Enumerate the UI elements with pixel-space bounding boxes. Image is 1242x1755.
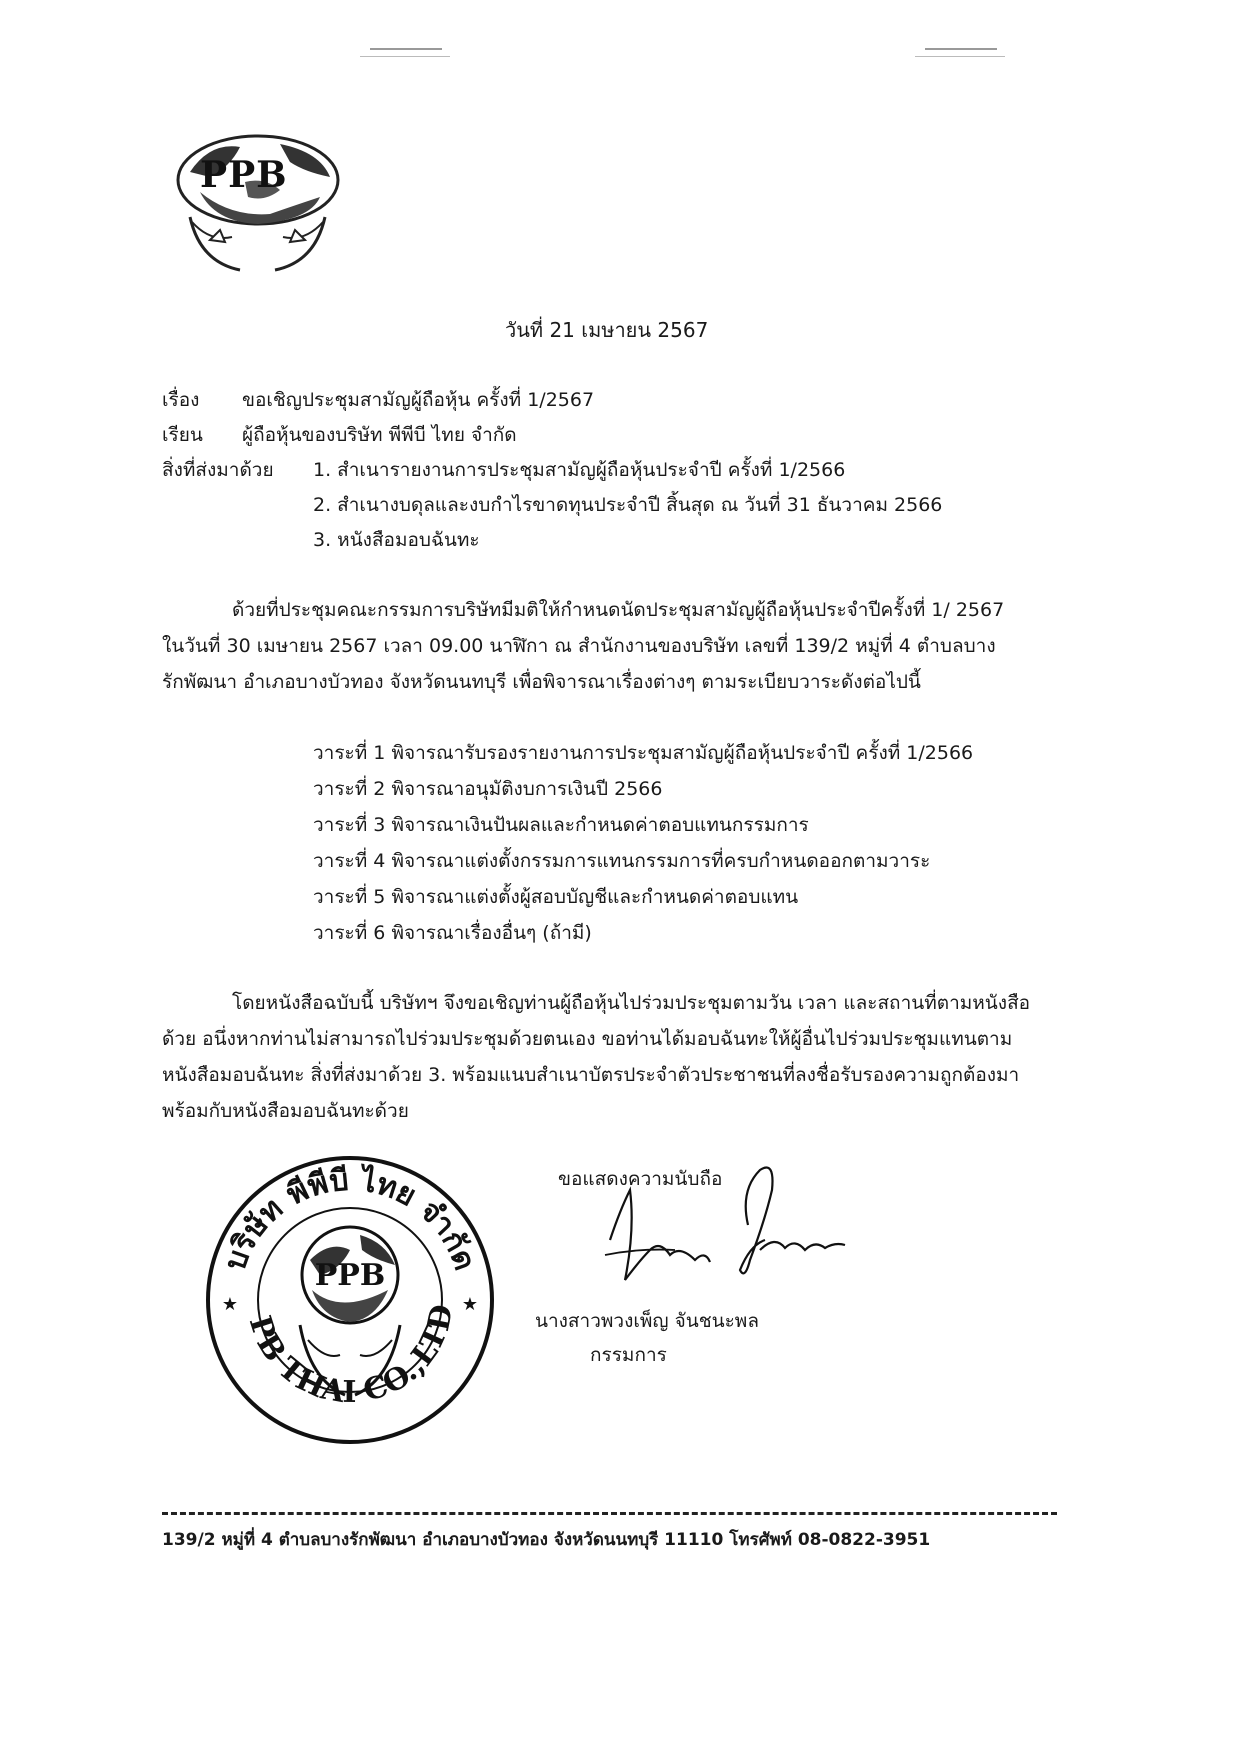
company-seal: [200, 1150, 500, 1455]
logo-text: PPB: [200, 154, 288, 196]
company-logo: [170, 122, 345, 277]
subject-value: ขอเชิญประชุมสามัญผู้ถือหุ้น ครั้งที่ 1/2567: [242, 389, 595, 411]
seal-center-text: PPB: [314, 1258, 386, 1293]
agenda-item: วาระที่ 5 พิจารณาแต่งตั้งผู้สอบบัญชีและกำหนดค่าตอบแทน: [313, 886, 799, 908]
logo-globe-hands-icon: [170, 122, 345, 272]
paragraph-line: ในวันที่ 30 เมษายน 2567 เวลา 09.00 นาฬิกา ณ สำนักงานของบริษัท เลขที่ 139/2 หมู่ที่ 4 ตำบลบาง: [162, 635, 996, 657]
paragraph-line: ด้วย อนึ่งหากท่านไม่สามารถไปร่วมประชุมด้วยตนเอง ขอท่านได้มอบฉันทะให้ผู้อื่นไปร่วมประชุมแทนตาม: [162, 1028, 1013, 1050]
footer-address: 139/2 หมู่ที่ 4 ตำบลบางรักพัฒนา อำเภอบางบัวทอง จังหวัดนนทบุรี 11110 โทรศัพท์ 08-0822-3951: [162, 1530, 931, 1550]
body-paragraph-1: [162, 592, 1057, 700]
scan-mark: [915, 56, 1005, 57]
recipient-label: เรียน: [162, 424, 203, 446]
scan-mark: [370, 48, 442, 50]
signer-title: กรรมการ: [590, 1344, 667, 1366]
attachment-item: 2. สำเนางบดุลและงบกำไรขาดทุนประจำปี สิ้นสุด ณ วันที่ 31 ธันวาคม 2566: [313, 494, 943, 516]
paragraph-line: ด้วยที่ประชุมคณะกรรมการบริษัทมีมติให้กำหนดนัดประชุมสามัญผู้ถือหุ้นประจำปีครั้งที่ 1/ 2567: [232, 599, 1005, 621]
signature-icon: [600, 1150, 860, 1300]
agenda-list: [313, 735, 973, 951]
attachment-item: 3. หนังสือมอบฉันทะ: [313, 529, 480, 551]
paragraph-line: รักพัฒนา อำเภอบางบัวทอง จังหวัดนนทบุรี เพื่อพิจารณาเรื่องต่างๆ ตามระเบียบวาระดังต่อไปนี้: [162, 671, 921, 693]
seal-top-text: บริษัท พีพีบี ไทย จำกัด: [217, 1162, 483, 1275]
signer-name: นางสาวพวงเพ็ญ จันชนะพล: [535, 1310, 759, 1332]
seal-bottom-text: PB THAI CO.,LTD: [241, 1302, 461, 1411]
agenda-item: วาระที่ 1 พิจารณารับรองรายงานการประชุมสามัญผู้ถือหุ้นประจำปี ครั้งที่ 1/2566: [313, 742, 974, 764]
signature-closing: ขอแสดงความนับถือ: [558, 1168, 723, 1190]
agenda-item: วาระที่ 2 พิจารณาอนุมัติงบการเงินปี 2566: [313, 778, 663, 800]
recipient-value: ผู้ถือหุ้นของบริษัท พีพีบี ไทย จำกัด: [242, 424, 517, 446]
footer-divider: [162, 1512, 1057, 1515]
handwritten-signature: [600, 1150, 860, 1305]
seal-star-icon: ★: [461, 1294, 479, 1315]
subject-label: เรื่อง: [162, 389, 200, 411]
scan-mark: [360, 56, 450, 57]
body-paragraph-2: [162, 985, 1057, 1129]
paragraph-line: หนังสือมอบฉันทะ สิ่งที่ส่งมาด้วย 3. พร้อมแนบสำเนาบัตรประจำตัวประชาชนที่ลงชื่อรับรองความถูกต้องมา: [162, 1064, 1020, 1086]
paragraph-line: โดยหนังสือฉบับนี้ บริษัทฯ จึงขอเชิญท่านผู้ถือหุ้นไปร่วมประชุมตามวัน เวลา และสถานที่ตามหนังสือ: [232, 992, 1031, 1014]
agenda-item: วาระที่ 6 พิจารณาเรื่องอื่นๆ (ถ้ามี): [313, 922, 592, 944]
attachment-item: 1. สำเนารายงานการประชุมสามัญผู้ถือหุ้นประจำปี ครั้งที่ 1/2566: [313, 459, 846, 481]
paragraph-line: พร้อมกับหนังสือมอบฉันทะด้วย: [162, 1100, 409, 1122]
agenda-item: วาระที่ 4 พิจารณาแต่งตั้งกรรมการแทนกรรมการที่ครบกำหนดออกตามวาระ: [313, 850, 931, 872]
attachments-label: สิ่งที่ส่งมาด้วย: [162, 459, 274, 481]
scan-mark: [925, 48, 997, 50]
agenda-item: วาระที่ 3 พิจารณาเงินปันผลและกำหนดค่าตอบแทนกรรมการ: [313, 814, 809, 836]
letter-date: วันที่ 21 เมษายน 2567: [505, 318, 709, 342]
seal-stamp-icon: [200, 1150, 500, 1450]
seal-star-icon: ★: [221, 1294, 239, 1315]
